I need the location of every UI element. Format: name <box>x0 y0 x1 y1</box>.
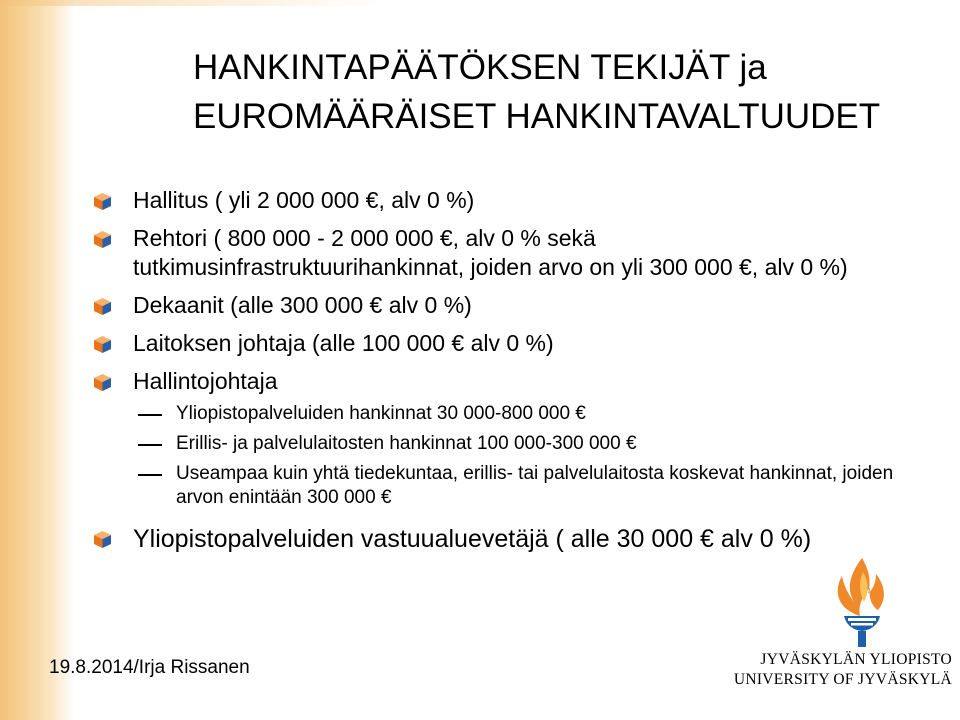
bullet-text: Hallintojohtaja <box>133 368 278 394</box>
sub-item <box>94 432 914 456</box>
bullet-item <box>94 186 914 215</box>
cube-bullet-icon <box>94 531 111 548</box>
bullet-text: Rehtori ( 800 000 - 2 000 000 €, alv 0 % sekä tutkimusinfrastruktuurihankinnat, joiden arvo on yli 300 000 €, alv 0 %) <box>133 225 848 280</box>
cube-bullet-icon <box>94 231 111 248</box>
dash-bullet-icon <box>138 474 162 476</box>
university-torch-logo-icon <box>764 550 960 720</box>
bullet-text: Hallitus ( yli 2 000 000 €, alv 0 %) <box>133 187 475 213</box>
logo-line-1: JYVÄSKYLÄN YLIOPISTO <box>760 651 952 668</box>
cube-bullet-icon <box>94 193 111 210</box>
decorative-edge-strip <box>0 0 74 720</box>
logo-line-2: UNIVERSITY OF JYVÄSKYLÄ <box>733 671 952 688</box>
dash-bullet-icon <box>138 444 162 446</box>
bullet-text: Dekaanit (alle 300 000 € alv 0 %) <box>133 292 472 318</box>
slide-title-line-1: HANKINTAPÄÄTÖKSEN TEKIJÄT ja <box>193 48 767 87</box>
cube-bullet-icon <box>94 336 111 353</box>
decorative-top-band <box>0 0 960 6</box>
cube-bullet-icon <box>94 374 111 391</box>
sub-list <box>94 402 914 510</box>
sub-item <box>94 462 914 510</box>
sub-item-text: Erillis- ja palvelulaitosten hankinnat 100 000-300 000 € <box>176 433 637 454</box>
sub-item-text: Yliopistopalveluiden hankinnat 30 000-800 000 € <box>176 403 586 424</box>
footer-date-author: 19.8.2014/Irja Rissanen <box>49 657 250 678</box>
slide-title <box>193 43 913 141</box>
slide-content <box>94 186 914 555</box>
bullet-item <box>94 329 914 358</box>
bullet-item <box>94 367 914 396</box>
sub-item <box>94 402 914 426</box>
dash-bullet-icon <box>138 414 162 416</box>
bullet-item <box>94 224 914 282</box>
university-logo-text <box>734 650 952 690</box>
sub-item-text: Useampaa kuin yhtä tiedekuntaa, erillis- tai palvelulaitosta koskevat hankinnat, joiden arvon enintään 300 000 € <box>176 463 894 508</box>
slide-title-line-2: EUROMÄÄRÄISET HANKINTAVALTUUDET <box>193 97 881 136</box>
bullet-text: Yliopistopalveluiden vastuualuevetäjä ( alle 30 000 € alv 0 %) <box>133 525 812 553</box>
bullet-item <box>94 291 914 320</box>
cube-bullet-icon <box>94 298 111 315</box>
bullet-text: Laitoksen johtaja (alle 100 000 € alv 0 %) <box>133 330 554 356</box>
